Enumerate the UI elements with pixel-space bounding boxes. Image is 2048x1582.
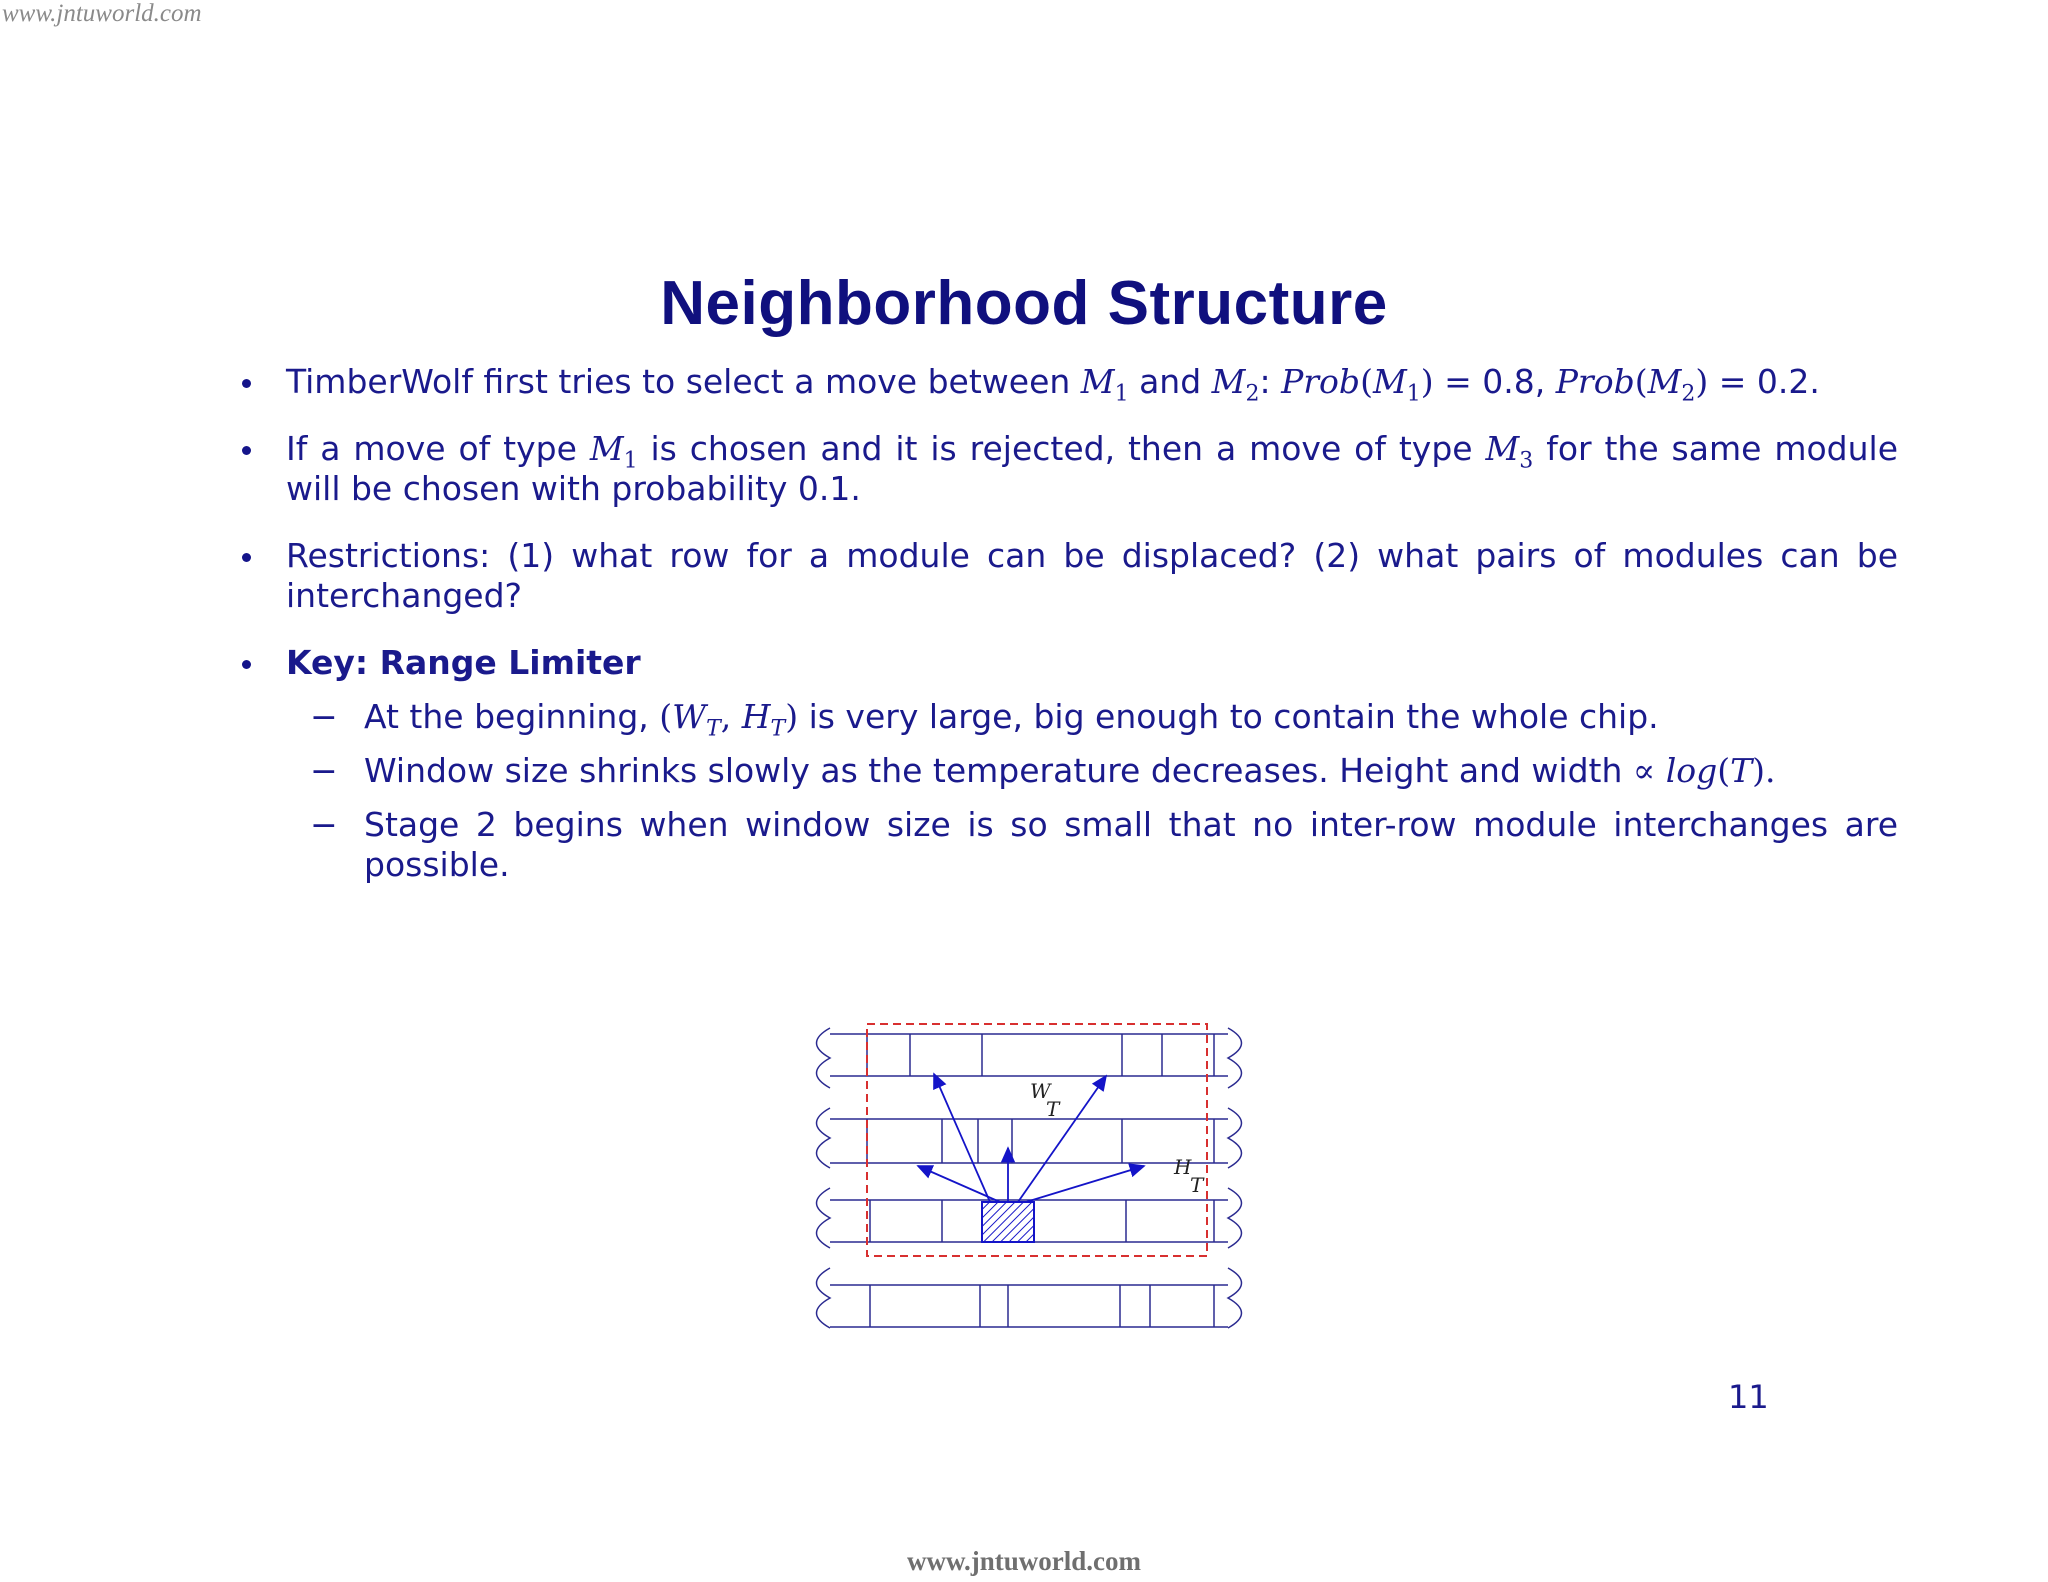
bullet-move-selection: TimberWolf first tries to select a move between $M_1$ and $M_2$: $Prob(M_1) = 0.8$, $Prob(M_2) = 0.2$.	[238, 362, 1898, 402]
dash-marker: −	[310, 805, 338, 844]
subbullet-initial-window: − At the beginning, ($W_T$, $H_T$) is very large, big enough to contain the whole chip.	[310, 697, 1659, 742]
dash-marker: −	[310, 697, 338, 736]
slide-title: Neighborhood Structure	[660, 269, 1388, 338]
selected-module	[982, 1202, 1034, 1242]
bullet-dot	[242, 379, 251, 388]
dash-marker: −	[310, 751, 338, 790]
cell-dividers	[867, 1034, 1214, 1327]
page-number: 11	[1728, 1378, 1769, 1416]
bullet-restrictions: Restrictions: (1) what row for a module can be displaced? (2) what pairs of modules can be interchanged?	[238, 536, 1898, 616]
label-ht-sub: T	[1190, 1173, 1204, 1197]
watermark-top: www.jntuworld.com	[2, 0, 202, 27]
bullet-dot	[242, 660, 251, 669]
watermark-bottom: www.jntuworld.com	[907, 1546, 1141, 1576]
bullet-dot	[242, 446, 251, 455]
range-limiter-diagram	[810, 1016, 1250, 1346]
bullet-range-limiter	[238, 643, 1898, 683]
subbullet-stage-two: − Stage 2 begins when window size is so small that no inter-row module interchanges are possible.	[310, 805, 1898, 884]
slide-content	[238, 362, 1898, 885]
label-ht: H	[1174, 1155, 1192, 1179]
label-wt-sub: T	[1046, 1097, 1060, 1121]
range-window	[867, 1024, 1207, 1256]
key-label: Key: Range Limiter	[286, 643, 641, 682]
placement-rows	[830, 1034, 1228, 1327]
subbullet-window-shrinks: − Window size shrinks slowly as the temperature decreases. Height and width ∝ log(T).	[310, 751, 1776, 790]
bullet-dot	[242, 553, 251, 562]
label-wt: W	[1030, 1079, 1051, 1103]
bullet-rejected-move: If a move of type $M_1$ is chosen and it is rejected, then a move of type $M_3$ for the same module will be chosen with probability 0.1.	[238, 429, 1898, 509]
